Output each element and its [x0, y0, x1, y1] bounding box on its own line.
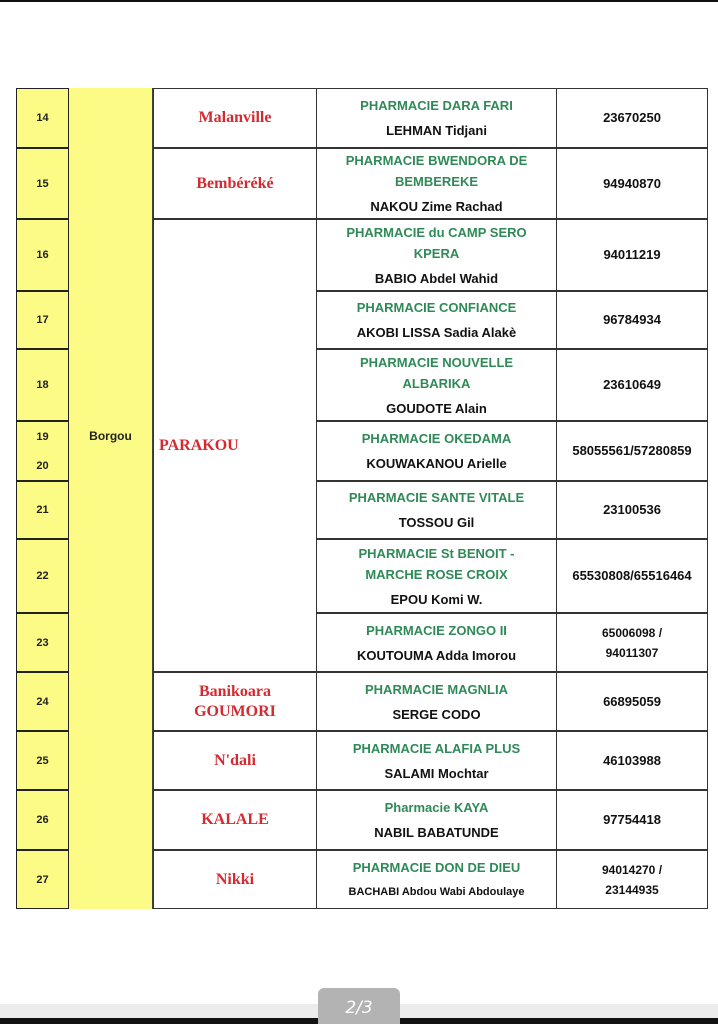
- row-number: 14: [36, 112, 49, 124]
- phone-number: 97754418: [603, 812, 661, 827]
- top-edge-bar: [0, 0, 718, 2]
- pharmacist-name: EPOU Komi W.: [390, 591, 483, 607]
- row-number: 18: [36, 379, 49, 391]
- pharmacy-name: Pharmacie KAYA: [384, 800, 489, 815]
- phone-cell: [556, 88, 708, 148]
- pharmacist-name: KOUWAKANOU Arielle: [366, 456, 507, 471]
- commune-name: KALALE: [201, 811, 269, 828]
- commune-cell: [153, 731, 317, 790]
- commune-cell: [153, 219, 317, 672]
- row-number-cell: [16, 790, 69, 850]
- department-label: Borgou: [89, 429, 132, 443]
- phone-number: 65006098 / 94011307: [601, 625, 663, 660]
- phone-number: 96784934: [603, 312, 661, 327]
- row-number: 27: [36, 873, 49, 886]
- pharmacy-name: PHARMACIE DARA FARI: [360, 98, 513, 113]
- phone-cell: [556, 481, 708, 539]
- row-number-cell: [16, 88, 69, 148]
- pharmacy-cell: [316, 850, 557, 909]
- pharmacist-name: SERGE CODO: [392, 706, 481, 722]
- pharmacist-name: BACHABI Abdou Wabi Abdoulaye: [348, 885, 525, 898]
- pharmacy-name: PHARMACIE BWENDORA DE BEMBEREKE: [345, 153, 528, 189]
- row-number: 17: [36, 314, 49, 326]
- phone-cell: [556, 850, 708, 909]
- row-number: 15: [36, 177, 49, 190]
- pharmacy-name: PHARMACIE DON DE DIEU: [352, 859, 521, 875]
- phone-number: 94011219: [603, 247, 661, 262]
- phone-number: 66895059: [603, 693, 661, 709]
- row-number-cell: [16, 731, 69, 790]
- row-number: 26: [36, 814, 49, 826]
- pharmacy-cell: [316, 349, 557, 421]
- row-number-cell: [16, 421, 69, 481]
- row-number-cell: [16, 850, 69, 909]
- page-indicator[interactable]: 2/3: [318, 988, 400, 1024]
- row-number: 20: [36, 459, 49, 472]
- pharmacist-name: KOUTOUMA Adda Imorou: [356, 647, 517, 663]
- commune-name: Nikki: [215, 870, 255, 888]
- row-number: 16: [36, 249, 49, 261]
- row-number-cell: [16, 219, 69, 291]
- pharmacy-name: PHARMACIE MAGNLIA: [365, 681, 508, 697]
- pharmacist-name: NABIL BABATUNDE: [374, 825, 499, 840]
- pharmacist-name: SALAMI Mochtar: [384, 765, 489, 781]
- pharmacist-name: TOSSOU Gil: [398, 515, 475, 530]
- pharmacy-name: PHARMACIE ALAFIA PLUS: [352, 740, 521, 756]
- pharmacist-name: AKOBI LISSA Sadia Alakè: [356, 325, 517, 340]
- pharmacist-name: NAKOU Zime Rachad: [370, 199, 503, 214]
- row-number: 24: [36, 695, 49, 708]
- row-number-cell: [16, 672, 69, 731]
- pharmacy-cell: [316, 481, 557, 539]
- commune-name: Malanville: [198, 109, 272, 126]
- commune-name: N'dali: [214, 751, 256, 769]
- phone-cell: [556, 421, 708, 481]
- pharmacist-name: BABIO Abdel Wahid: [374, 270, 499, 286]
- row-number: 25: [36, 754, 49, 767]
- pharmacy-cell: [316, 539, 557, 613]
- phone-number: 58055561/57280859: [572, 443, 692, 458]
- row-number-cell: [16, 349, 69, 421]
- pharmacy-name: PHARMACIE NOUVELLE ALBARIKA: [359, 354, 514, 391]
- pharmacy-cell: [316, 219, 557, 291]
- phone-number: 23100536: [603, 502, 661, 517]
- row-number-cell: [16, 613, 69, 672]
- phone-cell: [556, 148, 708, 219]
- commune-name: Bembéréké: [196, 174, 274, 192]
- phone-number: 46103988: [603, 752, 661, 768]
- row-number-cell: [16, 291, 69, 349]
- row-number: 22: [36, 570, 49, 582]
- row-number-cell: [16, 481, 69, 539]
- pharmacy-name: PHARMACIE St BENOIT - MARCHE ROSE CROIX: [358, 545, 515, 582]
- phone-number: 23610649: [603, 377, 661, 392]
- phone-cell: [556, 219, 708, 291]
- phone-cell: [556, 539, 708, 613]
- commune-name: PARAKOU: [159, 437, 239, 454]
- pharmacy-name: PHARMACIE du CAMP SERO KPERA: [346, 224, 527, 261]
- phone-number: 94014270 / 23144935: [601, 862, 663, 897]
- phone-cell: [556, 613, 708, 672]
- row-number-cell: [16, 148, 69, 219]
- row-number: 21: [36, 504, 49, 516]
- commune-cell: [153, 148, 317, 219]
- pharmacy-cell: [316, 731, 557, 790]
- phone-cell: [556, 672, 708, 731]
- pharmacy-cell: [316, 148, 557, 219]
- pharmacy-cell: [316, 291, 557, 349]
- phone-cell: [556, 291, 708, 349]
- pharmacy-cell: [316, 613, 557, 672]
- phone-number: 23670250: [603, 110, 661, 125]
- pharmacy-name: PHARMACIE OKEDAMA: [361, 431, 512, 446]
- phone-cell: [556, 731, 708, 790]
- row-number: 23: [36, 636, 49, 649]
- pharmacy-cell: [316, 790, 557, 850]
- phone-number: 65530808/65516464: [572, 568, 692, 583]
- pharmacy-cell: [316, 421, 557, 481]
- pharmacy-name: PHARMACIE SANTE VITALE: [348, 490, 525, 505]
- row-number-cell: [16, 539, 69, 613]
- pharmacy-name: PHARMACIE CONFIANCE: [356, 300, 517, 315]
- department-cell: [68, 88, 153, 909]
- phone-cell: [556, 349, 708, 421]
- row-number: 19: [36, 430, 49, 443]
- pharmacy-name: PHARMACIE ZONGO II: [366, 622, 507, 638]
- phone-number: 94940870: [603, 175, 661, 191]
- commune-cell: [153, 88, 317, 148]
- pharmacist-name: GOUDOTE Alain: [386, 400, 487, 416]
- commune-cell: [153, 850, 317, 909]
- pharmacist-name: LEHMAN Tidjani: [386, 123, 487, 138]
- commune-cell: [153, 672, 317, 731]
- phone-cell: [556, 790, 708, 850]
- commune-name: Banikoara GOUMORI: [194, 682, 276, 720]
- commune-cell: [153, 790, 317, 850]
- pharmacy-cell: [316, 88, 557, 148]
- pharmacy-cell: [316, 672, 557, 731]
